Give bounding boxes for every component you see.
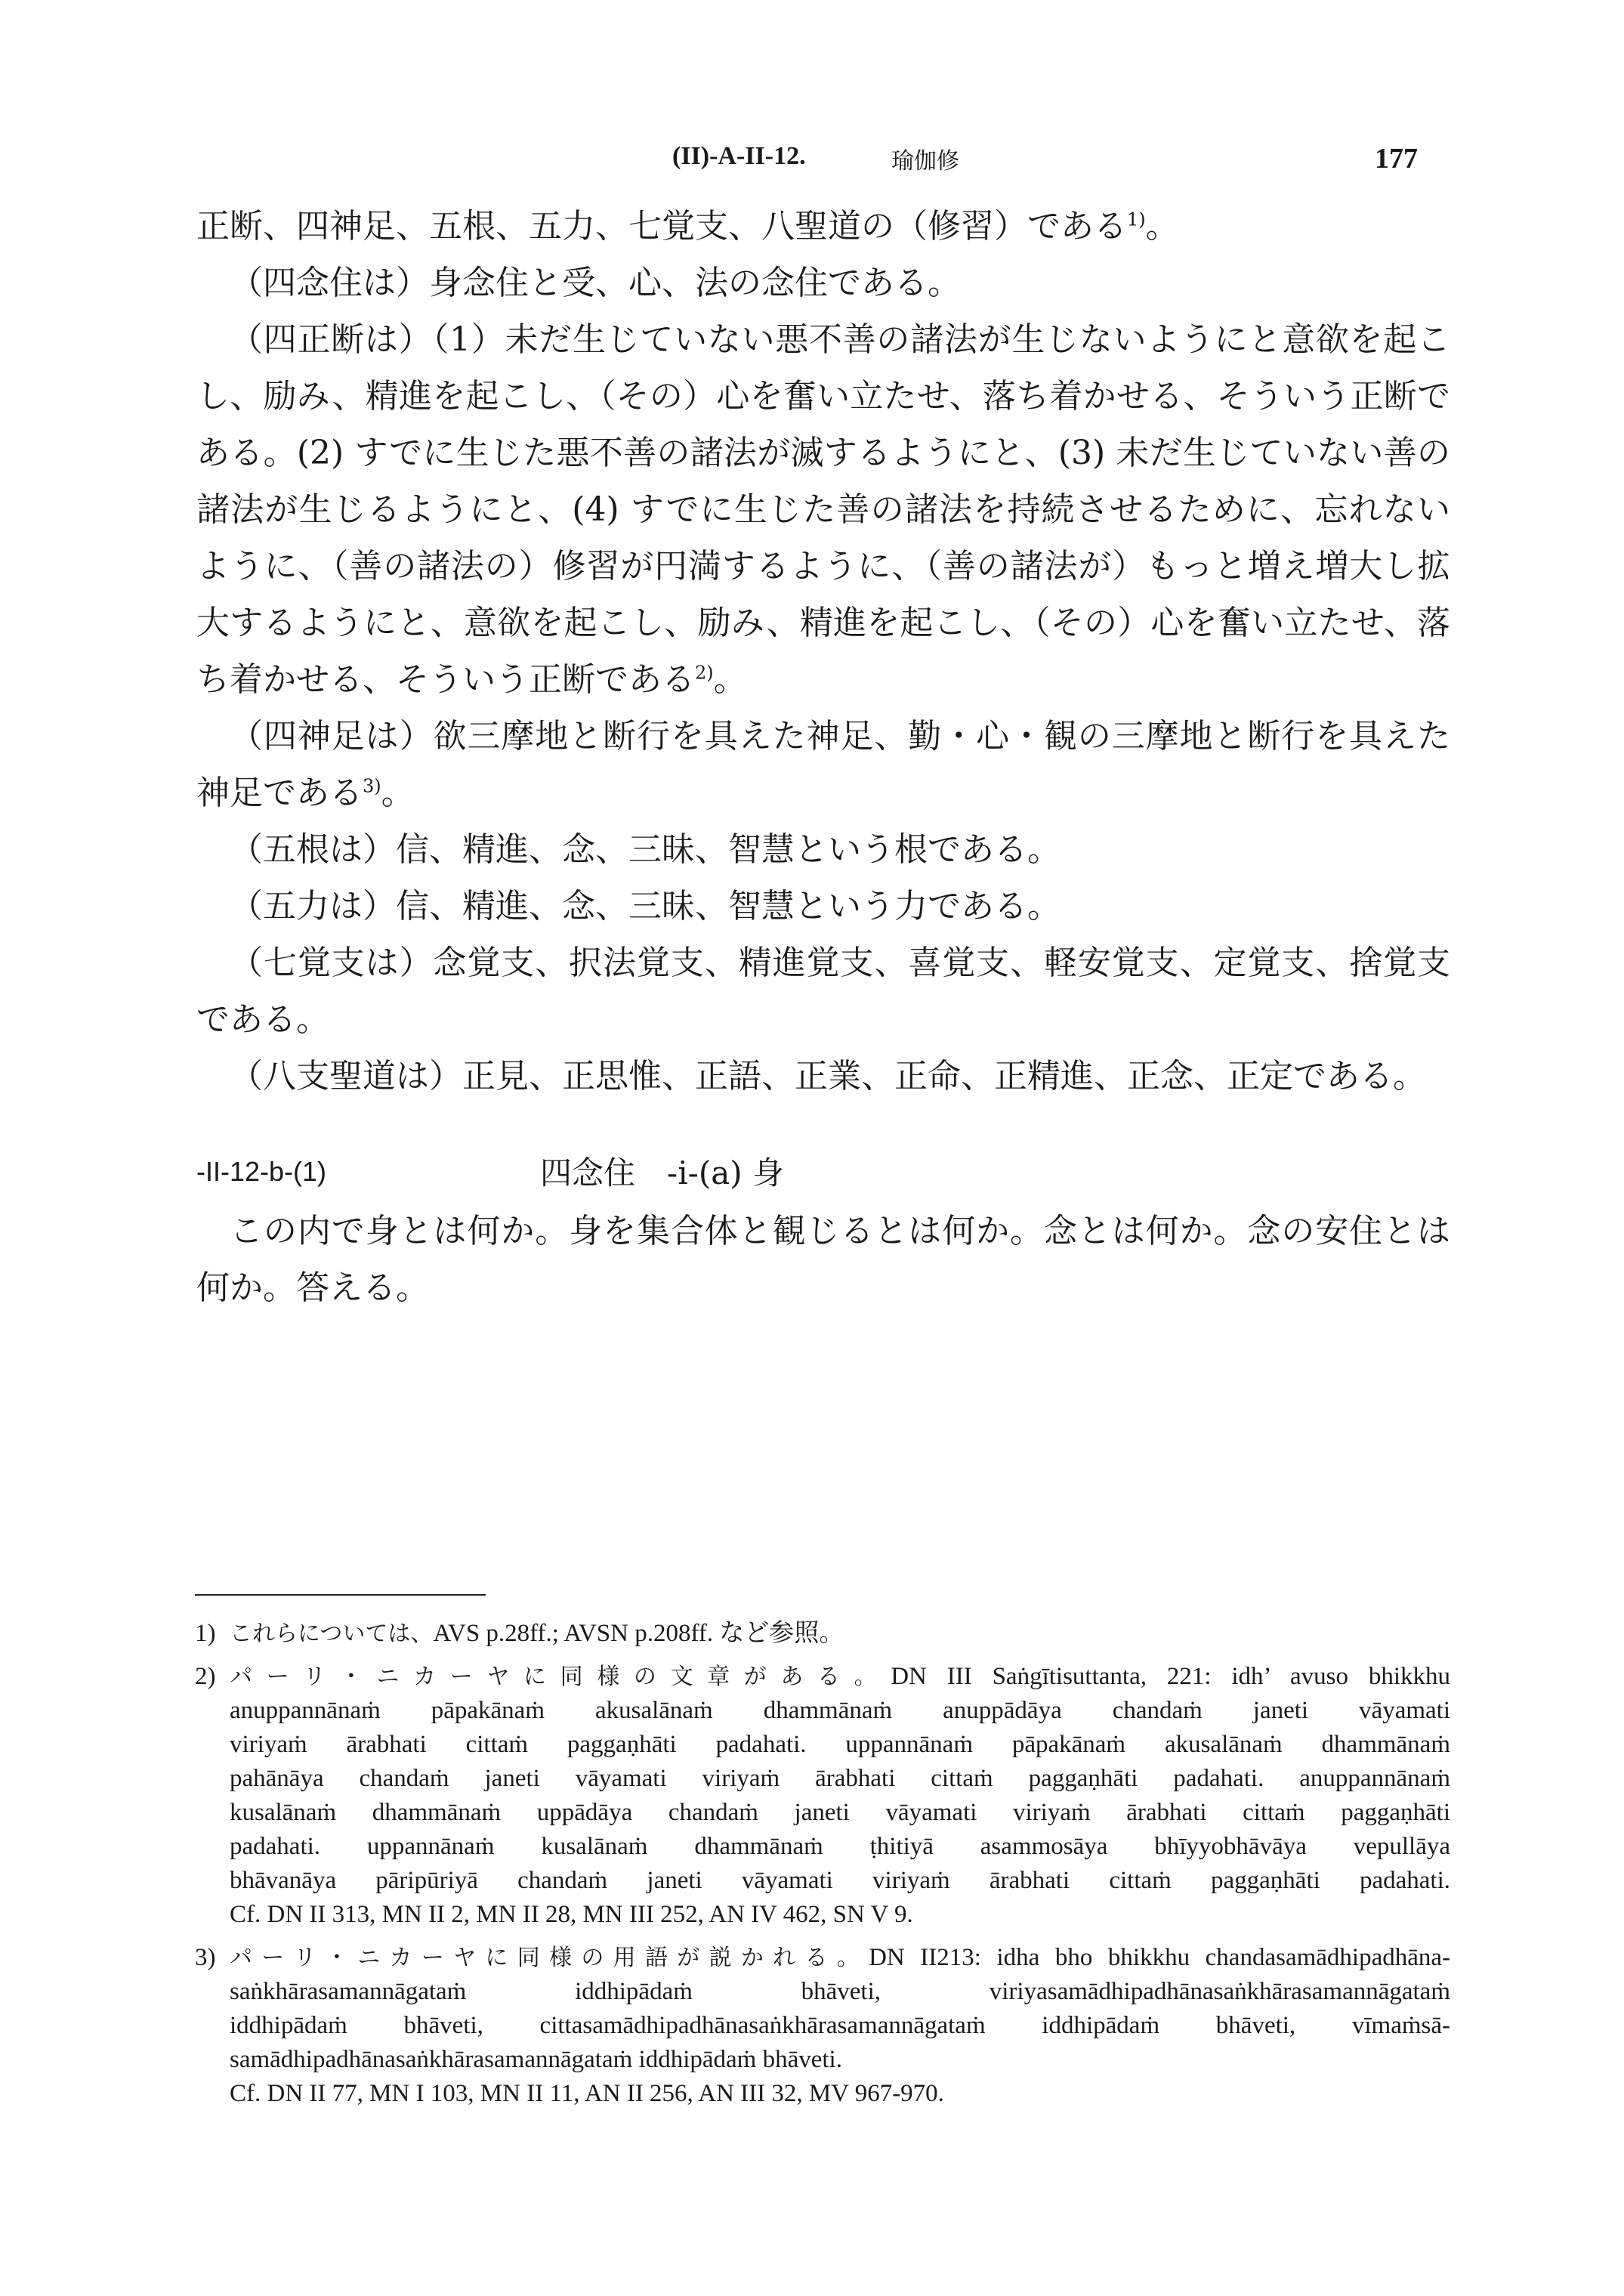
subsection-paragraph: この内で身とは何か。身を集合体と観じるとは何か。念とは何か。念の安住とは何か。答える。 <box>196 1212 1450 1307</box>
running-header <box>0 142 1624 180</box>
footnote-line: これらについては、AVS p.28ff.; AVSN p.208ff. など参照。 <box>230 1620 844 1647</box>
footnote-ref-3[interactable]: 3) <box>363 775 381 797</box>
footnote-ref-1[interactable]: 1) <box>1127 209 1146 230</box>
subsection-body <box>196 1203 1450 1316</box>
paragraph-five-faculties: （五根は）信、精進、念、三昧、智慧という根である。 <box>230 830 1061 869</box>
paragraph-four-bases-of-power: （四神足は）欲三摩地と断行を具えた神足、勤・心・観の三摩地と断行を具えた神足である$^{3)}$。 <box>196 717 1450 812</box>
footnote-number: 3) <box>195 1944 216 1971</box>
paragraph-opening: 正断、四神足、五根、五力、七覚支、八聖道の（修習）である$^{1)}$。 <box>196 207 1179 246</box>
footnote-line: pahānāya chandaṁ janeti vāyamati viriyaṁ ārabhati cittaṁ paggaṇhāti padahati. anuppannānaṁ <box>230 1765 1450 1792</box>
paragraph-seven-factors: （七覚支は）念覚支、択法覚支、精進覚支、喜覚支、軽安覚支、定覚支、捨覚支である。 <box>196 944 1450 1039</box>
footnote-3 <box>195 1941 1450 2111</box>
paragraph-four-right-efforts: （四正断は）（1）未だ生じていない悪不善の諸法が生じないようにと意欲を起こし、励み、精進を起こし、（その）心を奮い立たせ、落ち着かせる、そういう正断である。(2) すでに生じた悪不善の諸法が滅するようにと、(3) 未だ生じていない善の諸法が生じるようにと、(4) すでに生じた善の諸法を持続させるために、忘れないように、（善の諸法の）修習が円満するように、（善の諸法が）もっと増え増大し拡大するようにと、意欲を起こし、励み、精進を起こし、（その）心を奮い立たせ、落ち着かせる、そういう正断である$^{2)}$。 <box>196 320 1450 699</box>
footnote-line: padahati. uppannānaṁ kusalānaṁ dhammānaṁ ṭhitiyā asammosāya bhīyyobhāvāya vepullāya <box>230 1833 1450 1860</box>
main-text <box>196 198 1450 1105</box>
subsection-heading <box>196 1148 1450 1194</box>
header-title: 瑜伽修 <box>891 148 959 175</box>
footnote-ref-2[interactable]: 2) <box>695 662 714 684</box>
footnote-citation: Cf. DN II 77, MN I 103, MN II 11, AN II 256, AN III 32, MV 967-970. <box>230 2080 944 2107</box>
footnote-line: viriyaṁ ārabhati cittaṁ paggaṇhāti padahati. uppannānaṁ pāpakānaṁ akusalānaṁ dhammānaṁ <box>230 1731 1450 1758</box>
paragraph-five-powers: （五力は）信、精進、念、三昧、智慧という力である。 <box>230 887 1061 926</box>
footnote-line: パーリ・ニカーヤに同様の用語が説かれる。DN II213: idha bho bhikkhu chandasamādhipadhāna- <box>230 1944 1451 1971</box>
paragraph-eightfold-path: （八支聖道は）正見、正思惟、正語、正業、正命、正精進、正念、正定である。 <box>230 1057 1426 1095</box>
footnote-line: saṅkhārasamannāgataṁ iddhipādaṁ bhāveti, viriyasamādhipadhānasaṅkhārasamannāgataṁ <box>230 1978 1450 2005</box>
footnote-number: 1) <box>195 1620 216 1647</box>
footnote-citation: Cf. DN II 313, MN II 2, MN II 28, MN III 252, AN IV 462, SN V 9. <box>230 1901 913 1928</box>
footnotes <box>195 1617 1450 2120</box>
footnote-line: samādhipadhānasaṅkhārasamannāgataṁ iddhipādaṁ bhāveti. <box>230 2046 842 2073</box>
footnote-line: iddhipādaṁ bhāveti, cittasamādhipadhānasaṅkhārasamannāgataṁ iddhipādaṁ bhāveti, vīmaṁsā- <box>230 2012 1450 2039</box>
footnote-2 <box>195 1660 1450 1932</box>
footnote-line: bhāvanāya pāripūriyā chandaṁ janeti vāyamati viriyaṁ ārabhati cittaṁ paggaṇhāti padahati. <box>230 1867 1450 1894</box>
header-section-number: (II)-A-II-12. <box>672 142 806 170</box>
paragraph-four-mindfulness: （四念住は）身念住と受、心、法の念住である。 <box>230 264 961 302</box>
subsection-code: -II-12-b-(1) <box>196 1156 327 1187</box>
footnote-number: 2) <box>195 1663 216 1690</box>
footnote-line: kusalānaṁ dhammānaṁ uppādāya chandaṁ janeti vāyamati viriyaṁ ārabhati cittaṁ paggaṇhāti <box>230 1799 1450 1826</box>
footnote-divider <box>195 1594 486 1596</box>
page-number: 177 <box>1375 143 1418 175</box>
footnote-1 <box>195 1617 1450 1651</box>
footnote-line: パーリ・ニカーヤに同様の文章がある。DN III Saṅgītisuttanta, 221: idh’ avuso bhikkhu <box>230 1663 1451 1690</box>
subsection-label: 四念住 -i-(a) 身 <box>540 1154 784 1191</box>
footnote-line: anuppannānaṁ pāpakānaṁ akusalānaṁ dhammānaṁ anuppādāya chandaṁ janeti vāyamati <box>230 1697 1450 1724</box>
